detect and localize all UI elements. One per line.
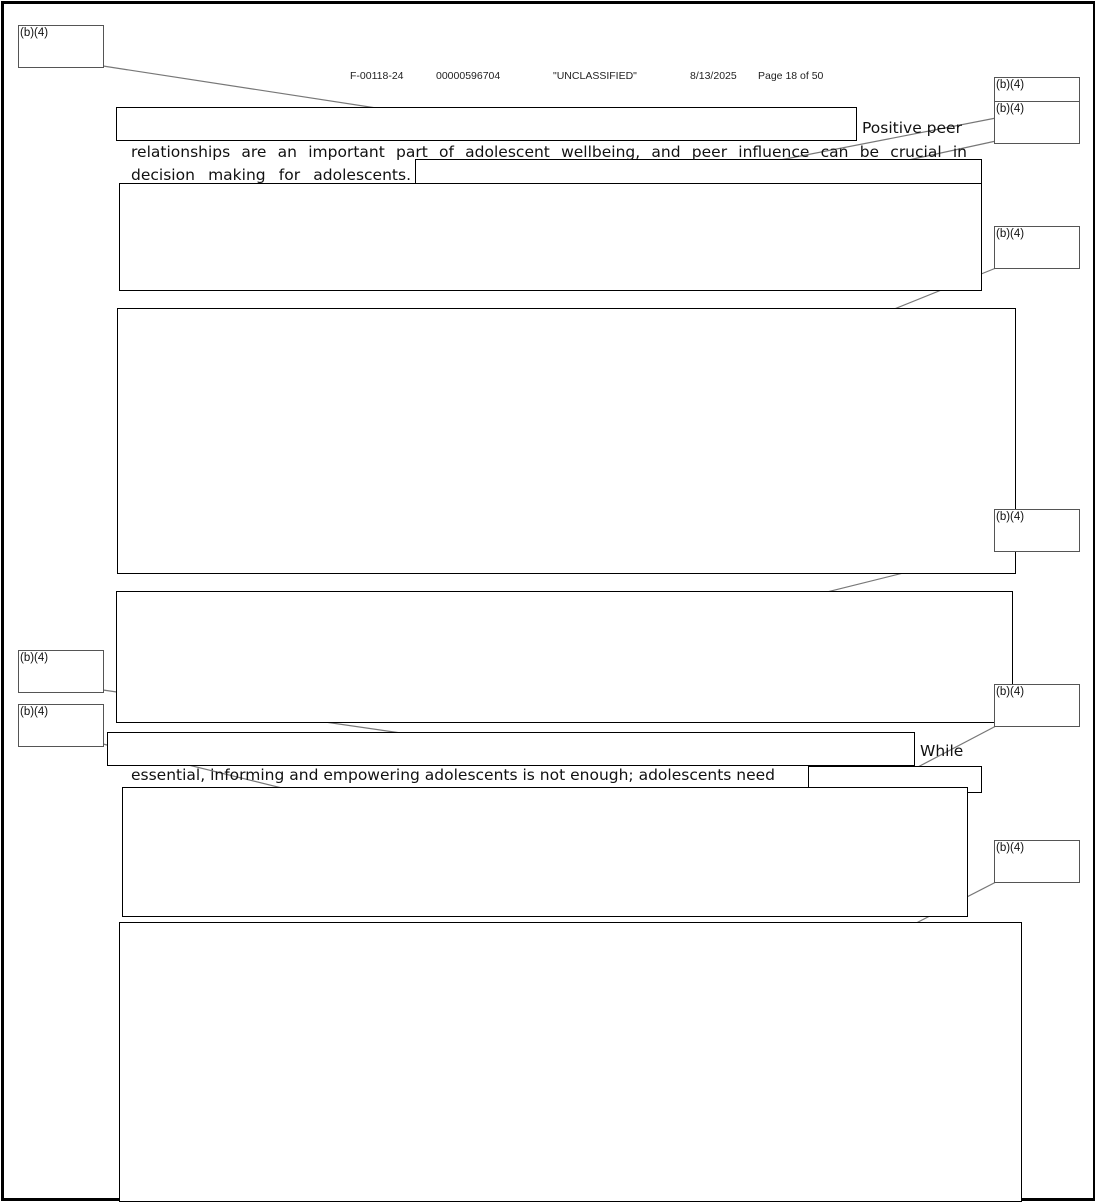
paragraph-1-line-3: decision making for adolescents. (131, 166, 411, 184)
redaction-label: (b)(4) (994, 840, 1080, 883)
header-date: 8/13/2025 (690, 70, 737, 82)
redaction-box (415, 159, 982, 185)
redaction-label: (b)(4) (994, 77, 1080, 103)
redaction-box (107, 732, 915, 766)
paragraph-2-line-2: essential, informing and empowering adolescents is not enough; adolescents need (131, 766, 776, 784)
redaction-label: (b)(4) (994, 226, 1080, 269)
redaction-label: (b)(4) (994, 509, 1080, 552)
paragraph-1-line-1-tail: Positive peer (862, 119, 962, 137)
redaction-box (119, 922, 1022, 1202)
redaction-box (119, 183, 982, 291)
header-classification: "UNCLASSIFIED" (553, 70, 637, 82)
redaction-box (116, 591, 1013, 723)
redaction-label: (b)(4) (18, 704, 104, 747)
redaction-box (117, 308, 1016, 574)
redaction-box (116, 107, 857, 141)
paragraph-2-line-1-tail: While (920, 742, 964, 760)
redaction-label: (b)(4) (994, 684, 1080, 727)
header-document-id: F-00118-24 (350, 70, 404, 82)
redaction-label: (b)(4) (18, 25, 104, 68)
header-page-number: Page 18 of 50 (758, 70, 824, 82)
paragraph-1-line-2: relationships are an important part of adolescent wellbeing, and peer influence can be crucial in (131, 143, 967, 161)
header-record-number: 00000596704 (436, 70, 501, 82)
redaction-box (122, 787, 968, 917)
redaction-label: (b)(4) (994, 101, 1080, 144)
redaction-label: (b)(4) (18, 650, 104, 693)
